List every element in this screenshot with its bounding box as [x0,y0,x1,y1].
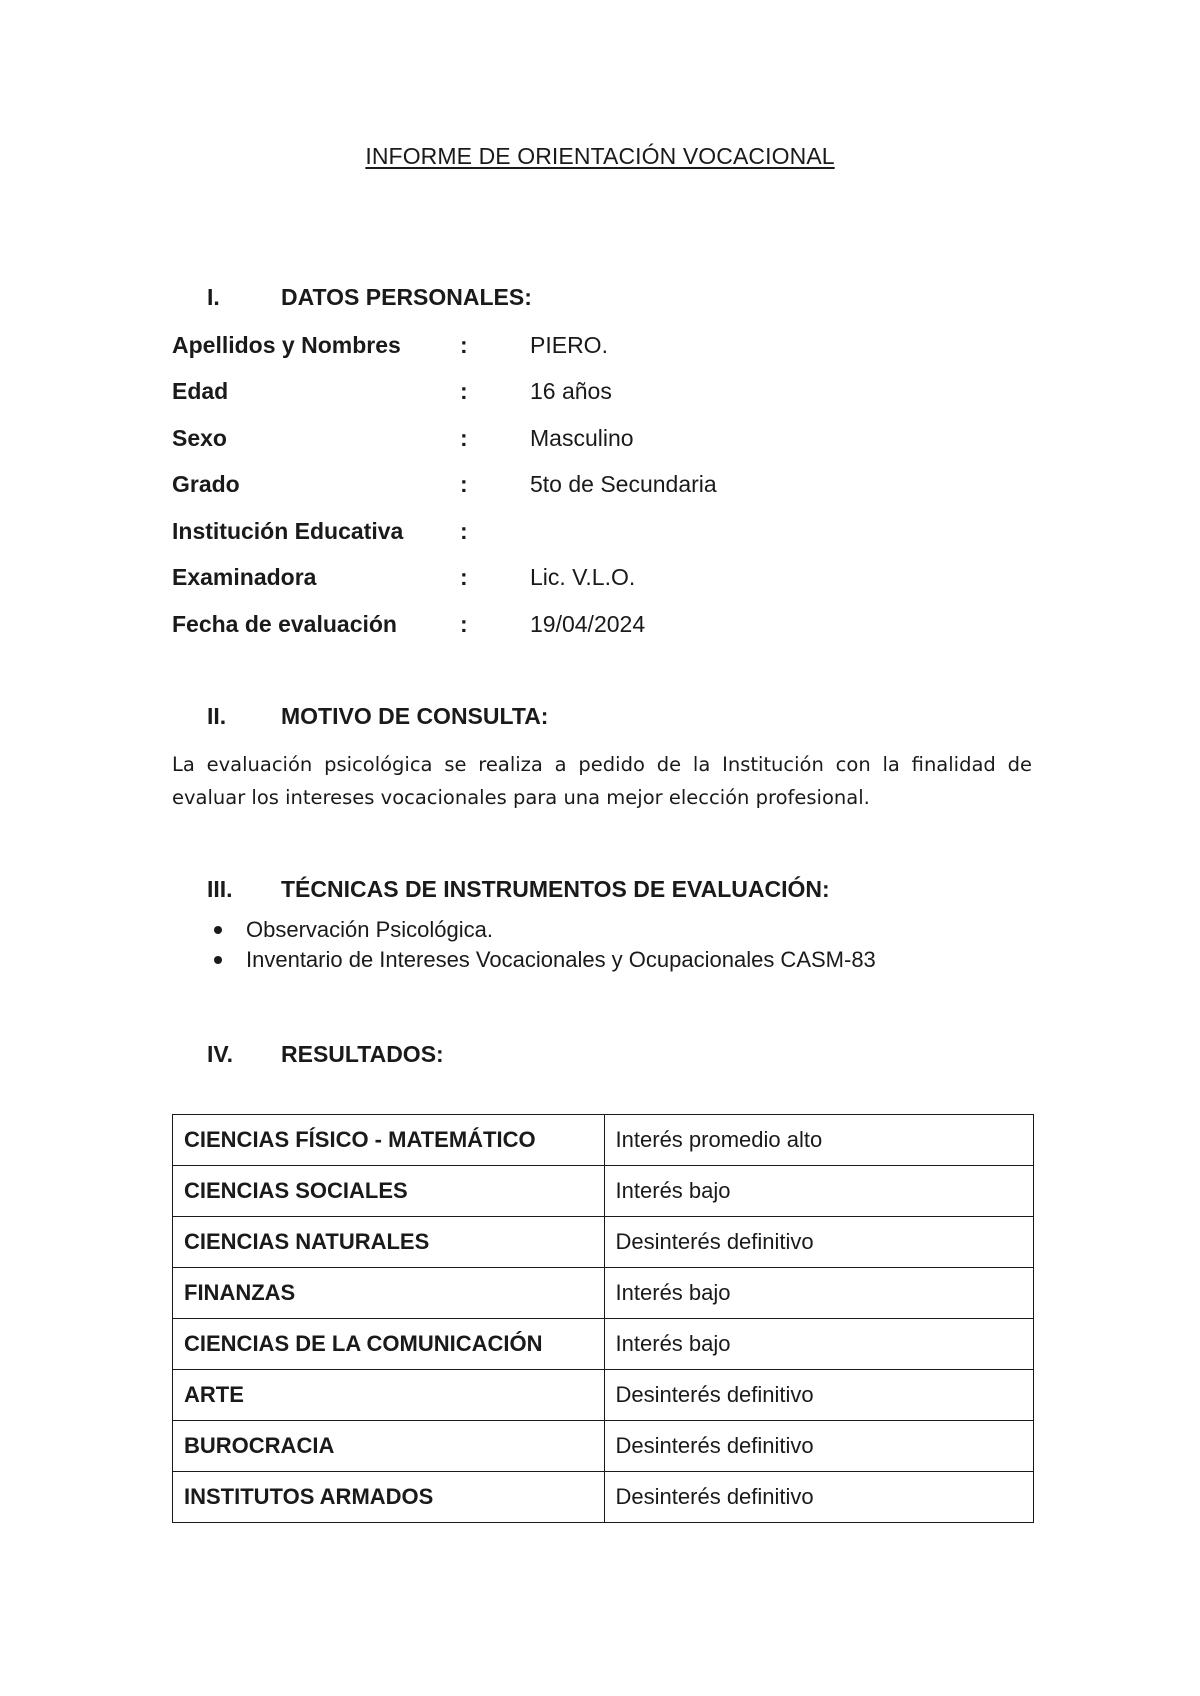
result-level-cell: Desinterés definitivo [604,1472,1033,1523]
section-title: DATOS PERSONALES: [281,284,532,310]
result-level-cell: Interés bajo [604,1166,1033,1217]
result-level-cell: Interés promedio alto [604,1115,1033,1166]
field-colon: : [460,425,468,451]
field-examinadora [172,564,1032,594]
field-grado [172,471,1032,501]
field-value: 19/04/2024 [530,611,646,637]
result-level-cell: Desinterés definitivo [604,1217,1033,1268]
field-colon: : [460,378,468,404]
bullet-icon [214,926,222,934]
field-label: Apellidos y Nombres [172,332,401,358]
result-area-cell: BUROCRACIA [173,1421,605,1472]
field-value: 5to de Secundaria [530,471,717,497]
section-number: IV. [207,1041,234,1067]
field-label: Institución Educativa [172,518,404,544]
field-colon: : [460,611,468,637]
field-label: Grado [172,471,240,497]
result-area-cell: FINANZAS [173,1268,605,1319]
result-level-cell: Desinterés definitivo [604,1370,1033,1421]
field-value: Lic. V.L.O. [530,564,636,590]
field-value: PIERO. [530,332,608,358]
list-item-text: Observación Psicológica. [246,917,494,942]
result-level-cell: Desinterés definitivo [604,1421,1033,1472]
field-label: Fecha de evaluación [172,611,397,637]
field-colon: : [460,471,468,497]
result-area-cell: CIENCIAS NATURALES [173,1217,605,1268]
field-label: Sexo [172,425,227,451]
field-institucion-educativa [172,518,1032,548]
field-sexo [172,425,1032,455]
field-colon: : [460,518,468,544]
result-area-cell: INSTITUTOS ARMADOS [173,1472,605,1523]
result-level-cell: Interés bajo [604,1268,1033,1319]
result-area-cell: CIENCIAS FÍSICO - MATEMÁTICO [173,1115,605,1166]
table-row [173,1421,1034,1472]
field-colon: : [460,564,468,590]
field-label: Examinadora [172,564,317,590]
section-number: III. [207,876,233,902]
result-area-cell: CIENCIAS SOCIALES [173,1166,605,1217]
bullet-icon [214,956,222,964]
table-row [173,1319,1034,1370]
list-item [172,915,1032,945]
techniques-list [172,915,1032,975]
section-title: TÉCNICAS DE INSTRUMENTOS DE EVALUACIÓN: [281,876,830,902]
field-apellidos-nombres [172,332,1032,362]
table-row [173,1166,1034,1217]
table-row [173,1217,1034,1268]
field-value: 16 años [530,378,612,404]
section-title: RESULTADOS: [281,1041,444,1067]
section-number: I. [207,284,220,310]
table-row [173,1472,1034,1523]
table-row [173,1268,1034,1319]
result-area-cell: ARTE [173,1370,605,1421]
table-row [173,1115,1034,1166]
field-label: Edad [172,378,229,404]
field-colon: : [460,332,468,358]
result-level-cell: Interés bajo [604,1319,1033,1370]
section-number: II. [207,703,227,729]
list-item [172,945,1032,975]
table-row [173,1370,1034,1421]
field-value: Masculino [530,425,634,451]
section-title: MOTIVO DE CONSULTA: [281,703,549,729]
list-item-text: Inventario de Intereses Vocacionales y Ocupacionales CASM-83 [246,947,876,972]
field-fecha-evaluacion [172,611,1032,641]
motivo-paragraph: La evaluación psicológica se realiza a pedido de la Institución con la finalidad de evaluar los intereses vocacionales para una mejor elección profesional. [172,753,1032,809]
result-area-cell: CIENCIAS DE LA COMUNICACIÓN [173,1319,605,1370]
results-table [172,1114,1034,1523]
field-edad [172,378,1032,408]
document-title: INFORME DE ORIENTACIÓN VOCACIONAL [365,143,835,169]
